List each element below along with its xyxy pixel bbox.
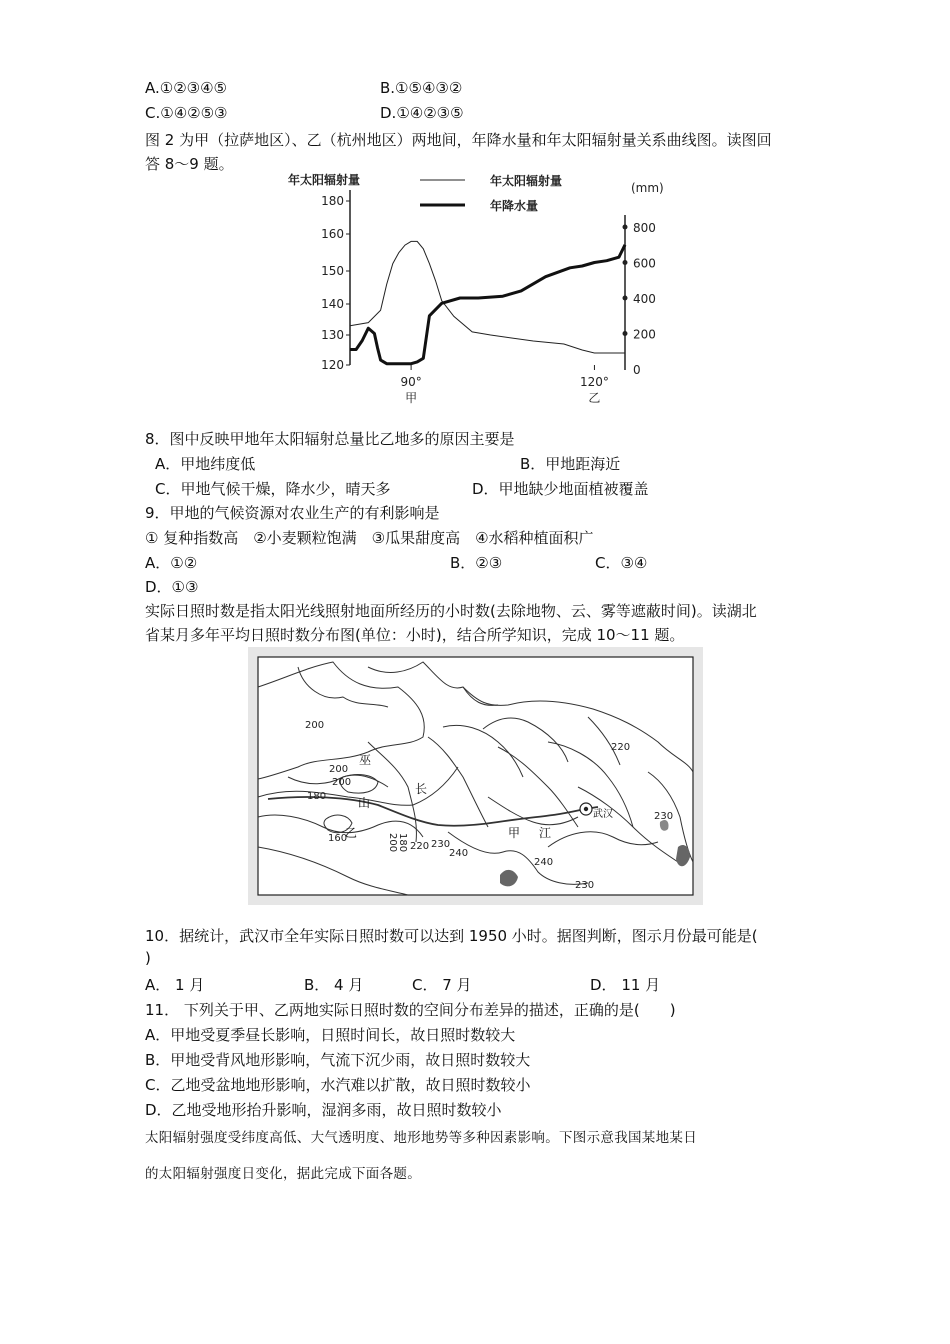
- left-axis-label: 年太阳辐射量: [288, 173, 361, 187]
- map-value-220: 220: [410, 841, 430, 852]
- q11-option-d: D．乙地受地形抬升影响，湿润多雨，故日照时数较小: [145, 1101, 502, 1119]
- q8-option-a: A．甲地纬度低: [155, 455, 256, 473]
- map-value-220: 220: [611, 742, 631, 753]
- x-place-label: 乙: [588, 391, 601, 405]
- q10-option-b: B． 4 月: [304, 976, 364, 994]
- q10-stem-close: ): [145, 949, 151, 967]
- q10-option-a: A． 1 月: [145, 976, 205, 994]
- q9-option-b: B．②③: [450, 554, 503, 572]
- map-value-200: 200: [305, 720, 325, 731]
- left-tick-label: 150: [321, 264, 344, 278]
- x-tick-label: 90°: [400, 375, 422, 389]
- q9-option-d: D．①③: [145, 578, 199, 596]
- q7-option-c: C.①④②⑤③: [145, 104, 228, 122]
- right-tick-label: 0: [633, 363, 641, 377]
- map-value-200-vertical: 200: [387, 833, 398, 853]
- map-label-wu: 巫: [359, 753, 372, 767]
- map-value-200: 200: [329, 764, 349, 775]
- q7-option-b: B.①⑤④③②: [380, 79, 463, 97]
- map-label-wuhan: 武汉: [593, 809, 613, 820]
- map-value-180-vertical: 180: [397, 833, 408, 853]
- intro-last-line1: 太阳辐射强度受纬度高低、大气透明度、地形地势等多种因素影响。下图示意我国某地某日: [145, 1130, 697, 1146]
- legend-label-radiation: 年太阳辐射量: [490, 174, 563, 188]
- map-label-shan: 山: [358, 796, 371, 810]
- q9-option-c: C．③④: [595, 554, 648, 572]
- map-value-160: 160: [328, 833, 348, 844]
- q7-option-a: A.①②③④⑤: [145, 79, 228, 97]
- q9-option-a: A．①②: [145, 554, 198, 572]
- map-label-jia: 甲: [508, 826, 521, 840]
- q10-option-d: D． 11 月: [590, 976, 661, 994]
- legend-label-precipitation: 年降水量: [490, 199, 539, 213]
- map-value-240: 240: [449, 848, 469, 859]
- right-tick-dot: [623, 260, 628, 265]
- sunshine-hours-map: [248, 647, 703, 905]
- q11-option-b: B．甲地受背风地形影响，气流下沉少雨，故日照时数较大: [145, 1051, 531, 1069]
- map-value-240: 240: [534, 857, 554, 868]
- map-value-230: 230: [431, 839, 451, 850]
- map-label-chang: 长: [415, 782, 428, 796]
- intro-8-9-line1: 图 2 为甲（拉萨地区）、乙（杭州地区）两地间，年降水量和年太阳辐射量关系曲线图。读图回: [145, 131, 772, 149]
- q8-option-c: C．甲地气候干燥，降水少，晴天多: [155, 480, 391, 498]
- right-tick-dot: [623, 331, 628, 336]
- left-tick-label: 130: [321, 328, 344, 342]
- right-tick-label: 600: [633, 256, 656, 271]
- right-tick-label: 200: [633, 327, 656, 342]
- intro-10-11-line2: 省某月多年平均日照时数分布图(单位：小时)，结合所学知识，完成 10～11 题。: [145, 626, 685, 644]
- left-tick-label: 120: [321, 358, 344, 372]
- q10-stem: 10．据统计，武汉市全年实际日照时数可以达到 1950 小时。据图判断，图示月份最可能是(: [145, 927, 758, 945]
- intro-8-9-line2: 答 8～9 题。: [145, 155, 234, 173]
- map-label-jiang: 江: [539, 826, 552, 840]
- right-tick-label: 400: [633, 292, 656, 306]
- intro-last-line2: 的太阳辐射强度日变化，据此完成下面各题。: [145, 1166, 421, 1182]
- left-tick-label: 140: [321, 297, 344, 311]
- q11-stem: 11． 下列关于甲、乙两地实际日照时数的空间分布差异的描述，正确的是( ): [145, 1001, 676, 1019]
- q8-option-d: D．甲地缺少地面植被覆盖: [472, 480, 649, 498]
- q11-option-c: C．乙地受盆地地形影响，水汽难以扩散，故日照时数较小: [145, 1076, 531, 1094]
- x-tick-label: 120°: [579, 375, 609, 389]
- right-tick-dot: [623, 296, 628, 301]
- map-value-200: 200: [332, 777, 352, 788]
- map-value-230: 230: [575, 880, 595, 891]
- q9-items: ① 复种指数高 ②小麦颗粒饱满 ③瓜果甜度高 ④水稻种植面积广: [145, 529, 594, 547]
- q8-option-b: B．甲地距海近: [520, 455, 621, 473]
- q11-option-a: A．甲地受夏季昼长影响，日照时间长，故日照时数较大: [145, 1026, 516, 1044]
- map-label-yi: 乙: [345, 826, 358, 840]
- q9-stem: 9．甲地的气候资源对农业生产的有利影响是: [145, 504, 440, 522]
- intro-10-11-line1: 实际日照时数是指太阳光线照射地面所经历的小时数(去除地物、云、雾等遮蔽时间)。读湖北: [145, 602, 757, 620]
- series-line-precipitation: [350, 245, 625, 364]
- q7-option-d: D.①④②③⑤: [380, 104, 464, 122]
- left-tick-label: 180: [321, 194, 344, 208]
- x-place-label: 甲: [405, 391, 418, 405]
- map-value-180: 180: [307, 791, 327, 802]
- right-tick-dot: [623, 225, 628, 230]
- map-value-230: 230: [654, 811, 674, 822]
- left-tick-label: 160: [321, 227, 344, 241]
- right-axis-unit: (mm): [631, 181, 664, 195]
- radiation-precipitation-chart: [280, 170, 680, 415]
- right-tick-label: 800: [633, 221, 656, 235]
- q8-stem: 8．图中反映甲地年太阳辐射总量比乙地多的原因主要是: [145, 430, 515, 448]
- q10-option-c: C． 7 月: [412, 976, 472, 994]
